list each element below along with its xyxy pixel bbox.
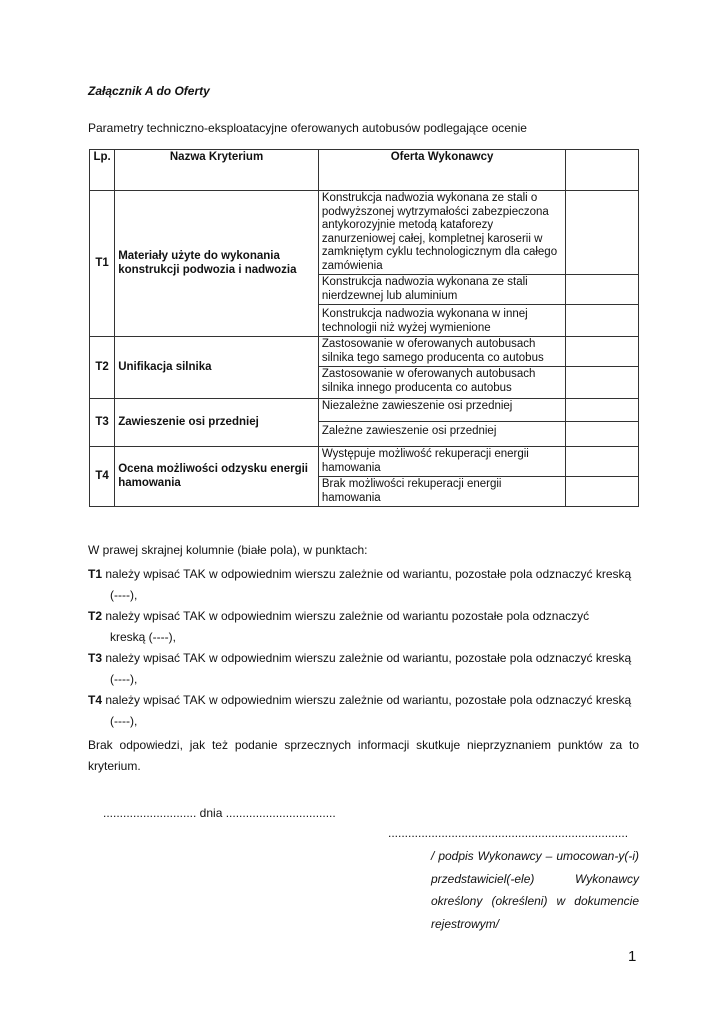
criterion-lp: T1 <box>90 191 115 337</box>
header-offer: Oferta Wykonawcy <box>318 150 565 191</box>
criteria-table <box>89 149 639 507</box>
offer-option: Niezależne zawieszenie osi przedniej <box>318 399 565 422</box>
instruction-t1 <box>88 564 639 606</box>
table-row <box>90 399 639 422</box>
place-date-line: ............................ dnia ................................. <box>103 806 336 820</box>
header-blank <box>566 150 639 191</box>
criterion-name: Zawieszenie osi przedniej <box>115 399 319 447</box>
instruction-t3 <box>88 648 639 690</box>
instruction-label: T4 <box>88 693 103 707</box>
answer-cell[interactable] <box>566 447 639 477</box>
table-caption: Parametry techniczno-eksploatacyjne oferowanych autobusów podlegające ocenie <box>88 121 527 135</box>
instructions-intro: W prawej skrajnej kolumnie (białe pola), w punktach: <box>88 543 368 557</box>
header-criterion-name: Nazwa Kryterium <box>115 150 319 191</box>
criterion-name: Unifikacja silnika <box>115 337 319 399</box>
answer-cell[interactable] <box>566 275 639 305</box>
missing-answer-warning: Brak odpowiedzi, jak też podanie sprzecznych informacji skutkuje nieprzyznaniem punktów za to kryterium. <box>88 738 639 773</box>
instruction-continuation: (----), <box>110 588 138 602</box>
signature-line: ........................................................................ <box>388 826 629 840</box>
instruction-continuation: (----), <box>110 672 138 686</box>
signature-caption: / podpis Wykonawcy – umocowan-y(-i) przedstawiciel(-ele) Wykonawcy określony (określeni) w dokumencie rejestrowym/ <box>431 849 639 931</box>
page-number: 1 <box>628 948 637 965</box>
offer-option: Brak możliwości rekuperacji energii hamowania <box>318 477 565 507</box>
instruction-text: należy wpisać TAK w odpowiednim wierszu zależnie od wariantu, pozostałe pola odznaczyć kreską <box>102 651 632 665</box>
instruction-label: T3 <box>88 651 103 665</box>
instruction-text: należy wpisać TAK w odpowiednim wierszu zależnie od wariantu, pozostałe pola odznaczyć kreską <box>102 567 632 581</box>
answer-cell[interactable] <box>566 305 639 337</box>
offer-option: Występuje możliwość rekuperacji energii hamowania <box>318 447 565 477</box>
instruction-continuation: (----), <box>110 714 138 728</box>
offer-option: Konstrukcja nadwozia wykonana ze stali nierdzewnej lub aluminium <box>318 275 565 305</box>
criterion-lp: T4 <box>90 447 115 507</box>
offer-option: Zastosowanie w oferowanych autobusach silnika tego samego producenta co autobus <box>318 337 565 367</box>
criterion-lp: T3 <box>90 399 115 447</box>
table-row <box>90 337 639 367</box>
answer-cell[interactable] <box>566 422 639 447</box>
instruction-t4 <box>88 690 639 732</box>
table-row <box>90 191 639 275</box>
answer-cell[interactable] <box>566 477 639 507</box>
instruction-label: T2 <box>88 609 103 623</box>
answer-cell[interactable] <box>566 337 639 367</box>
header-lp: Lp. <box>90 150 115 191</box>
offer-option: Zastosowanie w oferowanych autobusach silnika innego producenta co autobus <box>318 367 565 399</box>
instruction-continuation: kreską (----), <box>110 630 176 644</box>
table-row <box>90 447 639 477</box>
answer-cell[interactable] <box>566 399 639 422</box>
instruction-label: T1 <box>88 567 103 581</box>
answer-cell[interactable] <box>566 191 639 275</box>
instruction-text: należy wpisać TAK w odpowiednim wierszu zależnie od wariantu pozostałe pola odznaczyć <box>102 609 590 623</box>
table-header-row <box>90 150 639 191</box>
criterion-lp: T2 <box>90 337 115 399</box>
criterion-name: Ocena możliwości odzysku energii hamowania <box>115 447 319 507</box>
offer-option: Konstrukcja nadwozia wykonana w innej technologii niż wyżej wymienione <box>318 305 565 337</box>
offer-option: Zależne zawieszenie osi przedniej <box>318 422 565 447</box>
attachment-title: Załącznik A do Oferty <box>88 84 210 98</box>
instruction-t2 <box>88 606 639 648</box>
criterion-name: Materiały użyte do wykonania konstrukcji podwozia i nadwozia <box>115 191 319 337</box>
offer-option: Konstrukcja nadwozia wykonana ze stali o podwyższonej wytrzymałości zabezpieczona antykorozyjnie metodą kataforezy zanurzeniowej całej, kompletnej karoserii w zamkniętym cyklu technologicznym dla całego zamówienia <box>318 191 565 275</box>
answer-cell[interactable] <box>566 367 639 399</box>
instruction-text: należy wpisać TAK w odpowiednim wierszu zależnie od wariantu, pozostałe pola odznaczyć kreską <box>102 693 632 707</box>
